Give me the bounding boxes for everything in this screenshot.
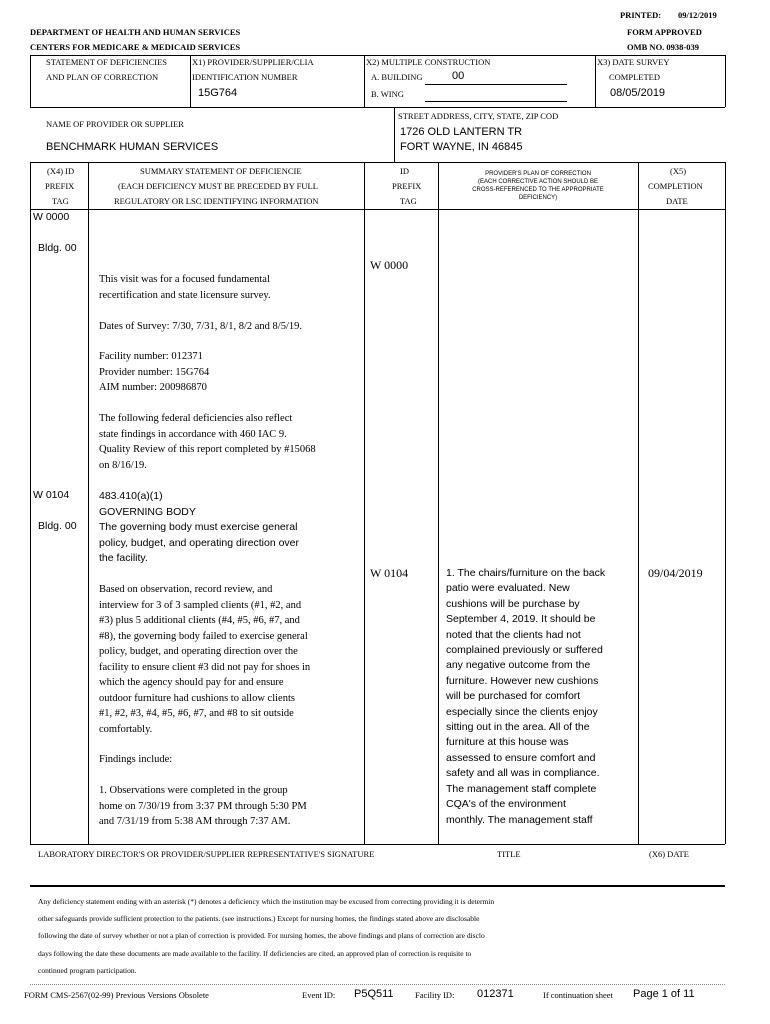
left-edge-top xyxy=(30,55,31,107)
id-header-1: ID xyxy=(400,166,409,176)
intro-paragraph: This visit was for a focused fundamental recertification and state licensure survey. xyxy=(99,274,271,301)
bldg-label-2: Bldg. 00 xyxy=(38,520,77,532)
printed-label: PRINTED: xyxy=(620,10,662,20)
x1-divider xyxy=(190,55,191,107)
plan-header-1: PROVIDER'S PLAN OF CORRECTION xyxy=(485,171,591,177)
summary-header-1: SUMMARY STATEMENT OF DEFICIENCIE xyxy=(140,166,302,176)
based-on-observation-paragraph: Based on observation, record review, and interview for 3 of 3 sampled clients (#1, #2, and #3) plus 5 additional clients (#4, #5, #6, #7, and #8), the governing body failed to exercise general policy, budget, and operating direction over the facility to ensure client #3 did not pay for shoes in which the agency should pay for and ensure outdoor furniture had cushions to allow clients #1, #2, #3, #4, #5, #6, #7, and #8 to sit outside comfortably. xyxy=(99,584,311,735)
tag-w0000: W 0000 xyxy=(33,211,70,223)
x3-label-1: X3) DATE SURVEY xyxy=(597,57,670,67)
form-number: FORM CMS-2567(02-99) Previous Versions Obsolete xyxy=(24,990,209,1000)
plan-header-4: DEFICIENCY) xyxy=(518,195,558,201)
provider-id-value: 15G764 xyxy=(198,87,238,99)
right-edge xyxy=(725,162,726,844)
id-header-2: PREFIX xyxy=(392,181,422,191)
bldg-label-1: Bldg. 00 xyxy=(38,242,77,254)
address-label: STREET ADDRESS, CITY, STATE, ZIP COD xyxy=(398,111,559,121)
completion-date: 09/04/2019 xyxy=(648,566,703,580)
facility-id-value: 012371 xyxy=(477,988,514,1000)
address-line-2: FORT WAYNE, IN 46845 xyxy=(400,141,523,153)
signature-label: LABORATORY DIRECTOR'S OR PROVIDER/SUPPLIER REPRESENTATIVE'S SIGNATURE xyxy=(38,849,375,859)
x4-header-3: TAG xyxy=(52,196,69,206)
x1-label-2: IDENTIFICATION NUMBER xyxy=(192,72,298,82)
col-plan-divider xyxy=(638,162,639,844)
facility-numbers-paragraph: Facility number: 012371 Provider number: 15G764 AIM number: 200986870 xyxy=(99,351,210,393)
x4-header-2: PREFIX xyxy=(45,181,75,191)
x5-header-2: COMPLETION xyxy=(648,181,703,191)
omb-number: OMB NO. 0938-039 xyxy=(627,42,700,52)
box-divider xyxy=(30,107,725,108)
title-label: TITLE xyxy=(497,849,521,859)
tag-w0000-right: W 0000 xyxy=(370,258,409,272)
plan-of-correction-text: 1. The chairs/furniture on the back patio were evaluated. New cushions will be purchase by September 4, 2019. It should be noted that the clients had not complained previously or suffered any negative outcome from the furniture. However new cushions will be purchased for comfort especially since the clients enjoy sitting out in the area. All of the furniture at this house was assessed to ensure comfort and safety and all was in compliance. The management staff complete CQA's of the environment monthly. The management staff xyxy=(446,567,606,826)
facility-id-label: Facility ID: xyxy=(415,990,455,1000)
summary-header-2: (EACH DEFICIENCY MUST BE PRECEDED BY FULL xyxy=(118,181,318,191)
governing-body-regulation: 483.410(a)(1) GOVERNING BODY The governing body must exercise general policy, budget, and operating direction over the facility. xyxy=(99,490,300,564)
x3-label-2: COMPLETED xyxy=(609,72,660,82)
top-border xyxy=(30,55,725,56)
observations-paragraph: 1. Observations were completed in the group home on 7/30/19 from 3:37 PM through 5:30 PM and 7/31/19 from 5:38 AM through 7:37 AM. xyxy=(99,785,307,827)
tag-w0104: W 0104 xyxy=(33,489,70,501)
table-bottom xyxy=(30,844,725,845)
event-id-label: Event ID: xyxy=(302,990,336,1000)
tag-w0104-right: W 0104 xyxy=(370,566,409,580)
printed-date: 09/12/2019 xyxy=(678,10,717,20)
x2-label: X2) MULTIPLE CONSTRUCTION xyxy=(366,57,491,67)
summary-header-3: REGULATORY OR LSC IDENTIFYING INFORMATION xyxy=(114,196,319,206)
col-summary-divider xyxy=(364,162,365,844)
centers-name: CENTERS FOR MEDICARE & MEDICAID SERVICES xyxy=(30,42,241,52)
x5-header-3: DATE xyxy=(666,196,688,206)
footer-rule xyxy=(30,984,725,985)
provider-name-value: BENCHMARK HUMAN SERVICES xyxy=(46,141,219,153)
wing-label: B. WING xyxy=(371,89,404,99)
signature-bottom-line xyxy=(30,885,725,887)
left-edge xyxy=(30,162,31,844)
x2-divider xyxy=(364,55,365,107)
col-id-divider xyxy=(438,162,439,844)
form-approved: FORM APPROVED xyxy=(627,27,702,37)
x5-header-1: (X5) xyxy=(670,166,687,176)
event-id-value: P5Q511 xyxy=(354,988,394,1000)
survey-dates-paragraph: Dates of Survey: 7/30, 7/31, 8/1, 8/2 and 8/5/19. xyxy=(99,321,302,332)
page-number: Page 1 of 11 xyxy=(633,988,695,1000)
plan-header-3: CROSS-REFERENCED TO THE APPROPRIATE xyxy=(472,187,604,193)
wing-underline xyxy=(425,101,567,102)
x6-date-label: (X6) DATE xyxy=(649,849,689,859)
col-x4-divider xyxy=(88,162,89,844)
building-underline xyxy=(425,84,567,85)
address-divider xyxy=(394,107,395,162)
x1-label-1: X1) PROVIDER/SUPPLIER/CLIA xyxy=(192,57,314,67)
findings-include: Findings include: xyxy=(99,754,173,765)
column-header-divider xyxy=(30,209,725,210)
provider-divider xyxy=(30,162,725,163)
survey-date-value: 08/05/2019 xyxy=(610,87,666,99)
federal-deficiencies-paragraph: The following federal deficiencies also reflect state findings in accordance with 460 IAC 9. Quality Review of this report completed by #15068 on 8/16/19. xyxy=(99,413,316,471)
address-line-1: 1726 OLD LANTERN TR xyxy=(400,126,523,138)
continuation-label: If continuation sheet xyxy=(543,990,613,1000)
id-header-3: TAG xyxy=(400,196,417,206)
x3-divider xyxy=(595,55,596,107)
provider-name-label: NAME OF PROVIDER OR SUPPLIER xyxy=(46,119,184,129)
x4-header-1: (X4) ID xyxy=(47,166,75,176)
building-label: A. BUILDING xyxy=(371,72,423,82)
building-value: 00 xyxy=(452,70,465,82)
department-name: DEPARTMENT OF HEALTH AND HUMAN SERVICES xyxy=(30,27,241,37)
stmt-label-1: STATEMENT OF DEFICIENCIES xyxy=(46,57,168,67)
right-edge-top xyxy=(725,55,726,107)
stmt-label-2: AND PLAN OF CORRECTION xyxy=(46,72,159,82)
disclaimer-text: Any deficiency statement ending with an asterisk (*) denotes a deficiency which the institution may be excused from correcting providing it is determin other safeguards provide sufficient protection to the patients. (see instructions.) Except for nursing homes, the findings stated above are disclosable following the date of survey whether or not a plan of correction is provided. For nursing homes, the above findings and plans of correction are disclo days following the date these documents are made available to the facility. If deficiencies are cited, an approved plan of correction is requisite to continued program participation. xyxy=(38,897,495,975)
plan-header-2: (EACH CORRECTIVE ACTION SHOULD BE xyxy=(477,179,599,185)
